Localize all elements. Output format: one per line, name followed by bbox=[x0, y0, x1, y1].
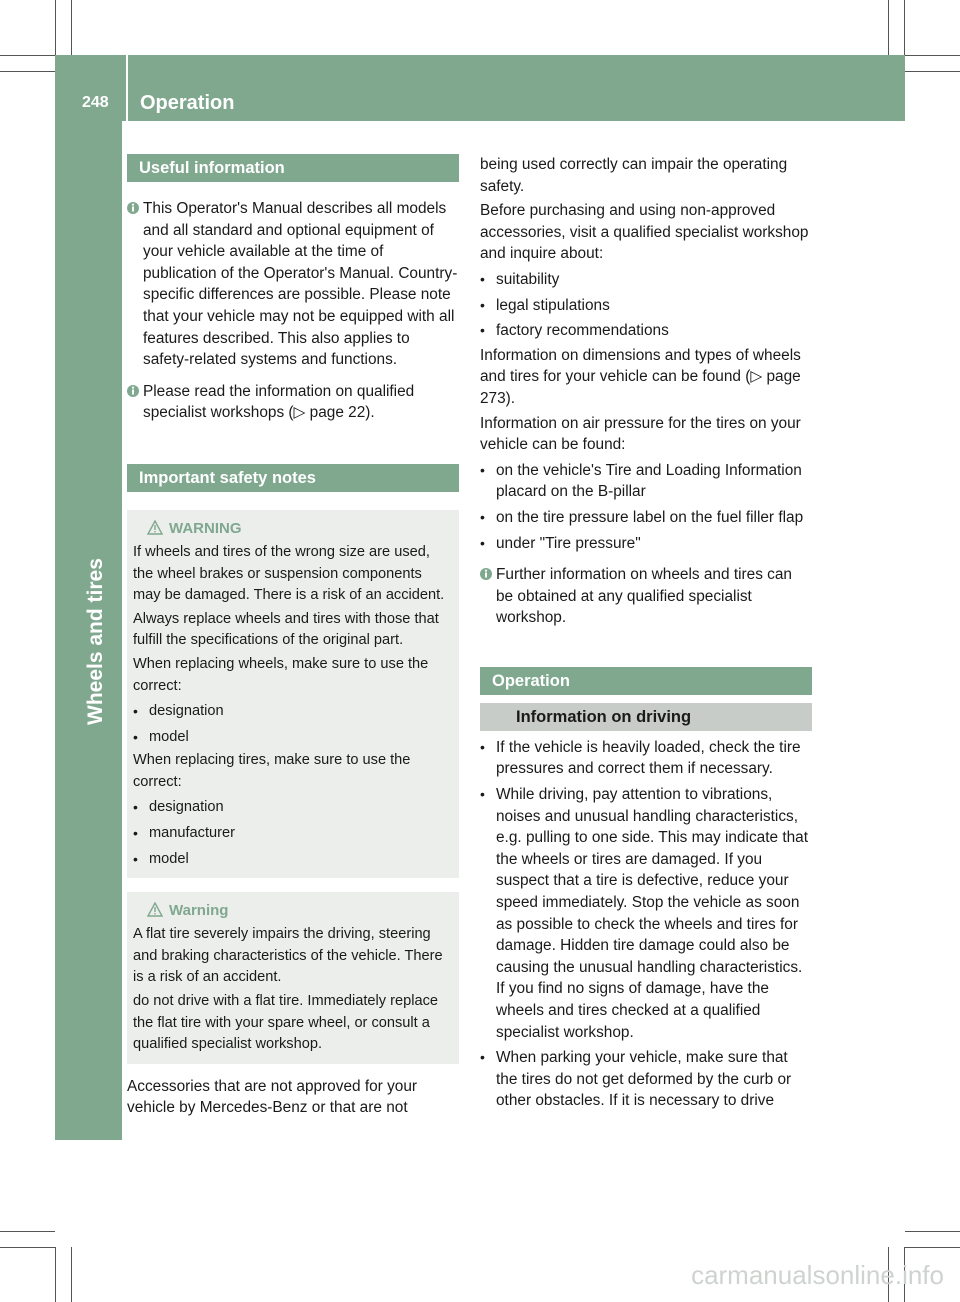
info-icon bbox=[127, 384, 139, 398]
bullet-icon: • bbox=[480, 786, 485, 803]
list-item bbox=[480, 269, 812, 291]
crop-mark bbox=[71, 1247, 72, 1302]
warning-title-text: Warning bbox=[169, 902, 229, 920]
crop-mark bbox=[905, 1231, 960, 1232]
info-note bbox=[127, 198, 459, 371]
crop-mark bbox=[888, 0, 889, 55]
crop-mark bbox=[905, 55, 960, 56]
crop-mark bbox=[55, 1247, 56, 1302]
bullet-icon: • bbox=[133, 825, 138, 842]
list-item bbox=[480, 460, 812, 503]
warning-triangle-icon bbox=[147, 520, 163, 535]
crop-mark bbox=[0, 1231, 55, 1232]
accessories-paragraph: Accessories that are not approved for your vehicle by Mercedes-Benz or that are not bbox=[127, 1077, 418, 1117]
crop-mark bbox=[905, 71, 960, 72]
list-item bbox=[480, 507, 812, 529]
warning-paragraph: do not drive with a flat tire. Immediately replace the flat tire with your spare wheel, or consult a qualified specialist workshop. bbox=[133, 993, 438, 1053]
list-item-text: model bbox=[149, 850, 189, 867]
bullet-icon: • bbox=[133, 728, 138, 745]
crop-mark bbox=[0, 1247, 55, 1248]
info-note bbox=[480, 564, 812, 629]
list-item-text: model bbox=[149, 728, 189, 745]
warning-title-text: WARNING bbox=[169, 519, 242, 537]
page-number: 248 bbox=[82, 94, 109, 111]
list-item bbox=[480, 295, 812, 317]
bullet-icon: • bbox=[480, 738, 485, 755]
bullet-list bbox=[480, 737, 812, 1112]
operation-heading: Operation bbox=[480, 667, 812, 695]
safety-notes-heading: Important safety notes bbox=[127, 464, 459, 492]
list-item-text: on the tire pressure label on the fuel filler flap bbox=[496, 508, 804, 526]
list-item-text: under "Tire pressure" bbox=[496, 534, 641, 552]
warning-box bbox=[127, 892, 459, 1064]
list-item-text: If the vehicle is heavily loaded, check the tire pressures and correct them if necessary. bbox=[496, 738, 801, 778]
crop-mark bbox=[904, 0, 905, 55]
crop-mark bbox=[55, 0, 56, 55]
footer-watermark: carmanualsonline.info bbox=[691, 1260, 944, 1290]
bullet-icon: • bbox=[480, 1049, 485, 1066]
warning-box bbox=[127, 510, 459, 878]
crop-mark bbox=[0, 71, 55, 72]
warning-paragraph: When replacing tires, make sure to use the correct: bbox=[133, 752, 411, 790]
info-text: Further information on wheels and tires can be obtained at any qualified specialist workshop. bbox=[496, 566, 792, 627]
info-text: Please read the information on qualified specialist workshops (▷ page 22). bbox=[143, 382, 415, 422]
bullet-list bbox=[480, 460, 812, 554]
info-note bbox=[127, 381, 459, 424]
list-item-text: on the vehicle's Tire and Loading Information placard on the B-pillar bbox=[496, 461, 802, 501]
crop-mark bbox=[71, 0, 72, 55]
warning-title bbox=[133, 900, 453, 922]
list-item bbox=[480, 320, 812, 342]
list-item bbox=[133, 797, 453, 819]
info-text: This Operator's Manual describes all models and all standard and optional equipment of your vehicle available at the time of publication of the Operator's Manual. Country-specific differences are possible. Please note that your vehicle may not be equipped with all features described. This also applies to safety-related systems and functions. bbox=[143, 200, 458, 369]
list-item bbox=[133, 727, 453, 749]
list-item bbox=[133, 849, 453, 871]
bullet-icon: • bbox=[133, 850, 138, 867]
useful-information-heading: Useful information bbox=[127, 154, 459, 182]
bullet-icon: • bbox=[480, 534, 485, 551]
list-item bbox=[133, 701, 453, 723]
bullet-icon: • bbox=[480, 461, 485, 478]
chapter-label: Wheels and tires bbox=[84, 558, 107, 725]
body-paragraph: Before purchasing and using non-approved accessories, visit a qualified specialist workshop and inquire about: bbox=[480, 202, 809, 263]
left-column bbox=[127, 154, 459, 1119]
list-item bbox=[480, 737, 812, 780]
list-item-text: designation bbox=[149, 703, 224, 720]
bullet-icon: • bbox=[480, 322, 485, 339]
list-item-text: designation bbox=[149, 799, 224, 816]
bullet-icon: • bbox=[133, 703, 138, 720]
list-item bbox=[480, 784, 812, 1043]
driving-subheading: Information on driving bbox=[480, 703, 812, 731]
bullet-list bbox=[133, 701, 453, 748]
warning-paragraph: When replacing wheels, make sure to use the correct: bbox=[133, 655, 429, 694]
warning-paragraph: Always replace wheels and tires with those that fulfill the specifications of the original part. bbox=[133, 610, 439, 649]
warning-paragraph: If wheels and tires of the wrong size are used, the wheel brakes or suspension components may be damaged. There is a risk of an accident. bbox=[133, 543, 445, 604]
list-item-text: suitability bbox=[496, 270, 560, 288]
crop-mark bbox=[905, 1247, 960, 1248]
warning-title bbox=[133, 518, 453, 540]
list-item-text: While driving, pay attention to vibrations, noises and unusual handling characteristics, e.g. pulling to one side. This may indicate that the wheels or tires are damaged. If you suspect that a tire is defective, reduce your speed immediately. Stop the vehicle as soon as possible to check the wheels and tires for damage. Hidden tire damage could also be causing the unusual handling characteristics. If you find no signs of damage, have the wheels and tires checked at a qualified specialist workshop. bbox=[496, 786, 808, 1041]
header-divider bbox=[126, 55, 128, 121]
bullet-icon: • bbox=[480, 270, 485, 287]
list-item bbox=[133, 823, 453, 845]
bullet-list bbox=[133, 797, 453, 870]
page-title: Operation bbox=[140, 92, 235, 114]
bullet-icon: • bbox=[133, 799, 138, 816]
list-item bbox=[480, 533, 812, 555]
body-paragraph: Information on dimensions and types of wheels and tires for your vehicle can be found (▷ page 273). bbox=[480, 346, 801, 407]
right-column bbox=[480, 154, 812, 1112]
list-item-text: manufacturer bbox=[149, 825, 235, 842]
info-icon bbox=[127, 201, 139, 215]
info-icon bbox=[480, 567, 492, 581]
bullet-list bbox=[480, 269, 812, 342]
bullet-icon: • bbox=[480, 508, 485, 525]
body-paragraph: Information on air pressure for the tires on your vehicle can be found: bbox=[480, 414, 801, 454]
warning-paragraph: A flat tire severely impairs the driving, steering and braking characteristics of the vehicle. There is a risk of an accident. bbox=[133, 926, 443, 986]
list-item-text: factory recommendations bbox=[496, 322, 669, 340]
list-item-text: When parking your vehicle, make sure that the tires do not get deformed by the curb or other obstacles. If it is necessary to drive bbox=[496, 1049, 792, 1110]
list-item bbox=[480, 1047, 812, 1112]
crop-mark bbox=[0, 55, 55, 56]
warning-triangle-icon bbox=[147, 902, 163, 917]
list-item-text: legal stipulations bbox=[496, 296, 610, 314]
accessories-continued: being used correctly can impair the operating safety. bbox=[480, 156, 788, 195]
bullet-icon: • bbox=[480, 296, 485, 313]
